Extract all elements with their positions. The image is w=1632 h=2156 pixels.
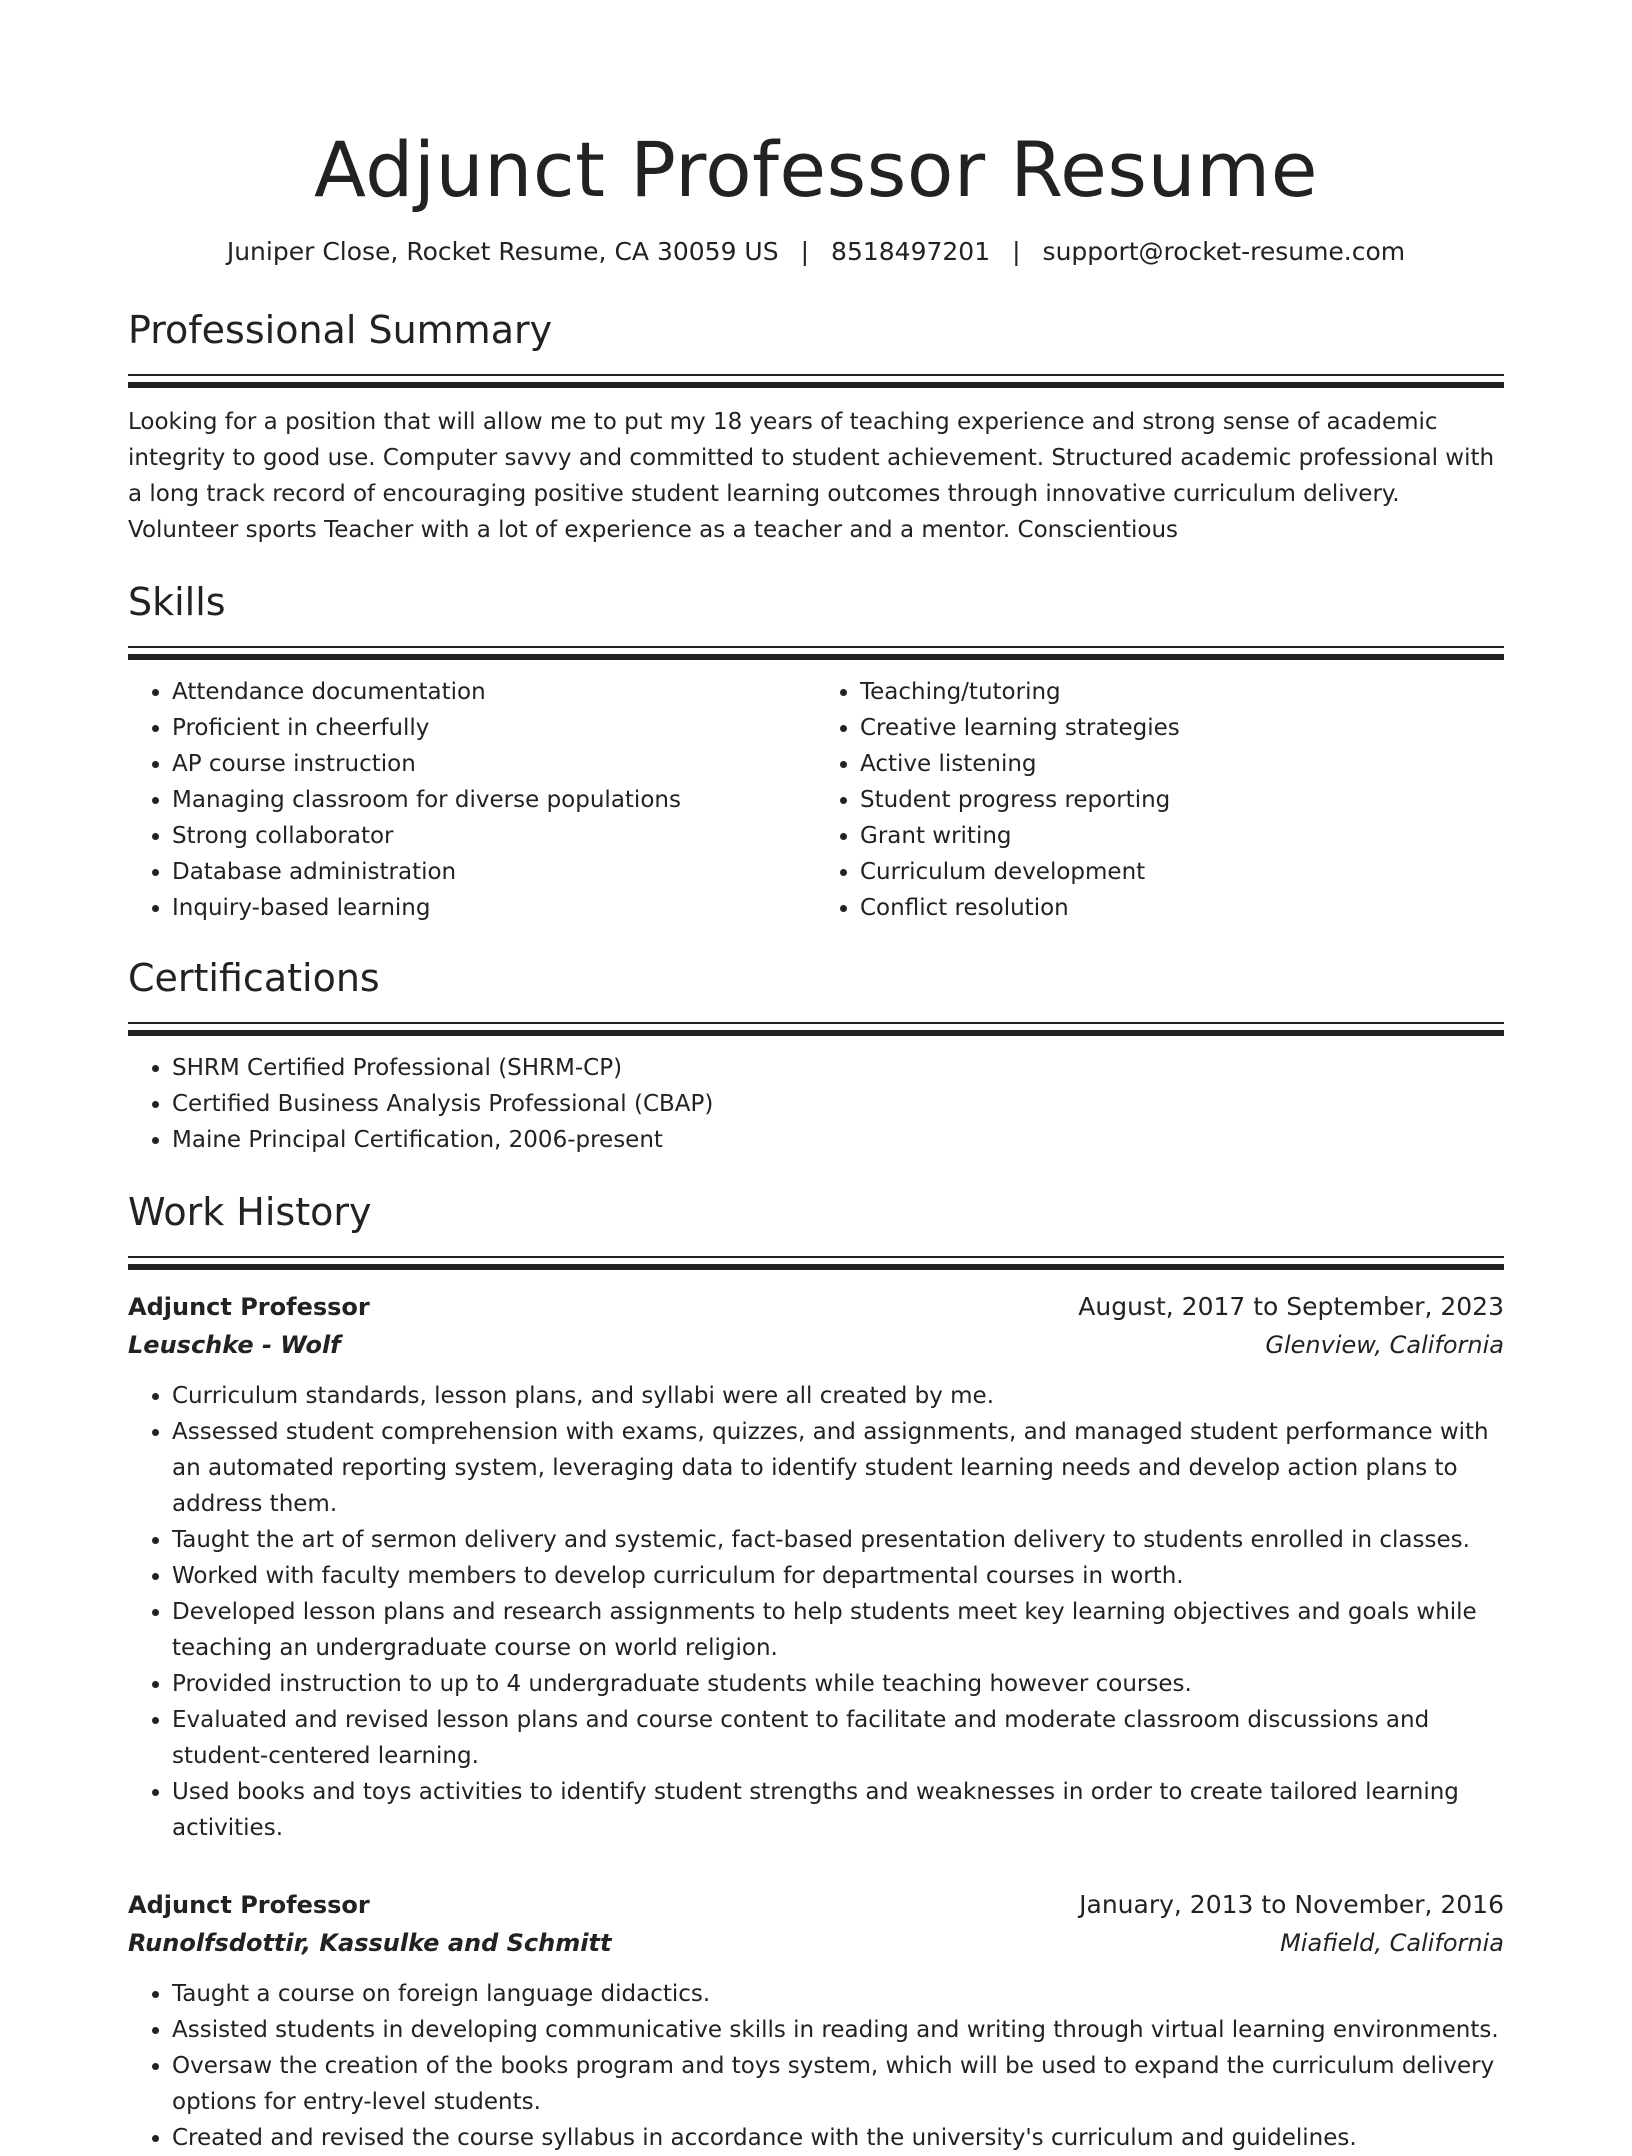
job-entry bbox=[128, 1886, 1504, 2156]
certification-item: • Maine Principal Certification, 2006-present bbox=[172, 1122, 1504, 1158]
skill-item: • Student progress reporting bbox=[860, 782, 1504, 818]
certification-item: • SHRM Certified Professional (SHRM-CP) bbox=[172, 1050, 1504, 1086]
job-location: Glenview, California bbox=[1265, 1331, 1504, 1359]
section-heading-skills: Skills bbox=[128, 580, 226, 624]
skill-item: • Curriculum development bbox=[860, 854, 1504, 890]
job-entry bbox=[128, 1288, 1504, 1846]
summary-text: Looking for a position that will allow me to put my 18 years of teaching experience and strong sense of academic integrity to good use. Computer savvy and committed to student achievement. Structured academic professional with a long track record of encouraging positive student learning outcomes through innovative curriculum delivery. Volunteer sports Teacher with a lot of experience as a teacher and a mentor. Conscientious bbox=[128, 409, 1495, 543]
skill-item: • Managing classroom for diverse populations bbox=[172, 782, 816, 818]
section-divider bbox=[128, 1256, 1504, 1270]
skills-left-list bbox=[128, 674, 816, 926]
job-bullet: • Worked with faculty members to develop curriculum for departmental courses in worth. bbox=[172, 1558, 1504, 1594]
job-bullet: • Assisted students in developing communicative skills in reading and writing through virtual learning environments. bbox=[172, 2012, 1504, 2048]
skill-item: • Database administration bbox=[172, 854, 816, 890]
job-company: Runolfsdottir, Kassulke and Schmitt bbox=[128, 1929, 612, 1957]
job-company: Leuschke - Wolf bbox=[128, 1331, 341, 1359]
job-header-row bbox=[128, 1288, 1504, 1326]
contact-separator: | bbox=[800, 237, 810, 266]
job-title: Adjunct Professor bbox=[128, 1891, 370, 1919]
skill-item: • Attendance documentation bbox=[172, 674, 816, 710]
job-bullet: • Provided instruction to up to 4 undergraduate students while teaching however courses. bbox=[172, 1666, 1504, 1702]
section-heading-summary: Professional Summary bbox=[128, 308, 553, 352]
section-heading-certifications: Certifications bbox=[128, 956, 380, 1000]
skill-item: • Inquiry-based learning bbox=[172, 890, 816, 926]
contact-separator: | bbox=[1012, 237, 1021, 266]
skills-right-list bbox=[816, 674, 1504, 926]
job-bullet: • Curriculum standards, lesson plans, and syllabi were all created by me. bbox=[172, 1378, 1504, 1414]
job-subheader-row bbox=[128, 1326, 1504, 1364]
job-subheader-row bbox=[128, 1924, 1504, 1962]
skill-item: • Conflict resolution bbox=[860, 890, 1504, 926]
skill-item: • Strong collaborator bbox=[172, 818, 816, 854]
skill-item: • AP course instruction bbox=[172, 746, 816, 782]
job-bullet: • Used books and toys activities to identify student strengths and weaknesses in order to create tailored learning activities. bbox=[172, 1774, 1504, 1846]
skill-item: • Creative learning strategies bbox=[860, 710, 1504, 746]
job-bullet: • Assessed student comprehension with exams, quizzes, and assignments, and managed student performance with an automated reporting system, leveraging data to identify student learning needs and develop action plans to address them. bbox=[172, 1414, 1504, 1522]
certification-item: • Certified Business Analysis Professional (CBAP) bbox=[172, 1086, 1504, 1122]
job-bullet: • Taught the art of sermon delivery and systemic, fact-based presentation delivery to students enrolled in classes. bbox=[172, 1522, 1504, 1558]
job-bullet-list bbox=[128, 1976, 1504, 2156]
job-bullet: • Oversaw the creation of the books program and toys system, which will be used to expand the curriculum delivery options for entry-level students. bbox=[172, 2048, 1504, 2120]
job-dates: August, 2017 to September, 2023 bbox=[1078, 1292, 1504, 1321]
contact-line bbox=[128, 234, 1504, 270]
resume-title: Adjunct Professor Resume bbox=[314, 125, 1318, 214]
job-bullet-list bbox=[128, 1378, 1504, 1846]
job-bullet: • Evaluated and revised lesson plans and course content to facilitate and moderate classroom discussions and student-centered learning. bbox=[172, 1702, 1504, 1774]
skill-item: • Grant writing bbox=[860, 818, 1504, 854]
resume-page bbox=[128, 0, 1504, 2156]
section-divider bbox=[128, 1022, 1504, 1036]
contact-phone: 8518497201 bbox=[831, 237, 991, 266]
job-location: Miafield, California bbox=[1280, 1929, 1504, 1957]
job-title: Adjunct Professor bbox=[128, 1293, 370, 1321]
certifications-list bbox=[128, 1050, 1504, 1158]
section-divider bbox=[128, 646, 1504, 660]
skills-grid bbox=[128, 674, 1504, 926]
contact-address: Juniper Close, Rocket Resume, CA 30059 US bbox=[226, 237, 779, 266]
job-bullet: • Developed lesson plans and research assignments to help students meet key learning objectives and goals while teaching an undergraduate course on world religion. bbox=[172, 1594, 1504, 1666]
contact-email: support@rocket-resume.com bbox=[1042, 237, 1406, 266]
skill-item: • Teaching/tutoring bbox=[860, 674, 1504, 710]
section-divider bbox=[128, 374, 1504, 388]
job-bullet: • Created and revised the course syllabus in accordance with the university's curriculum and guidelines. bbox=[172, 2120, 1504, 2156]
skill-item: • Active listening bbox=[860, 746, 1504, 782]
job-dates: January, 2013 to November, 2016 bbox=[1079, 1890, 1504, 1919]
section-heading-work-history: Work History bbox=[128, 1190, 372, 1234]
job-header-row bbox=[128, 1886, 1504, 1924]
job-bullet: • Taught a course on foreign language didactics. bbox=[172, 1976, 1504, 2012]
skill-item: • Proficient in cheerfully bbox=[172, 710, 816, 746]
